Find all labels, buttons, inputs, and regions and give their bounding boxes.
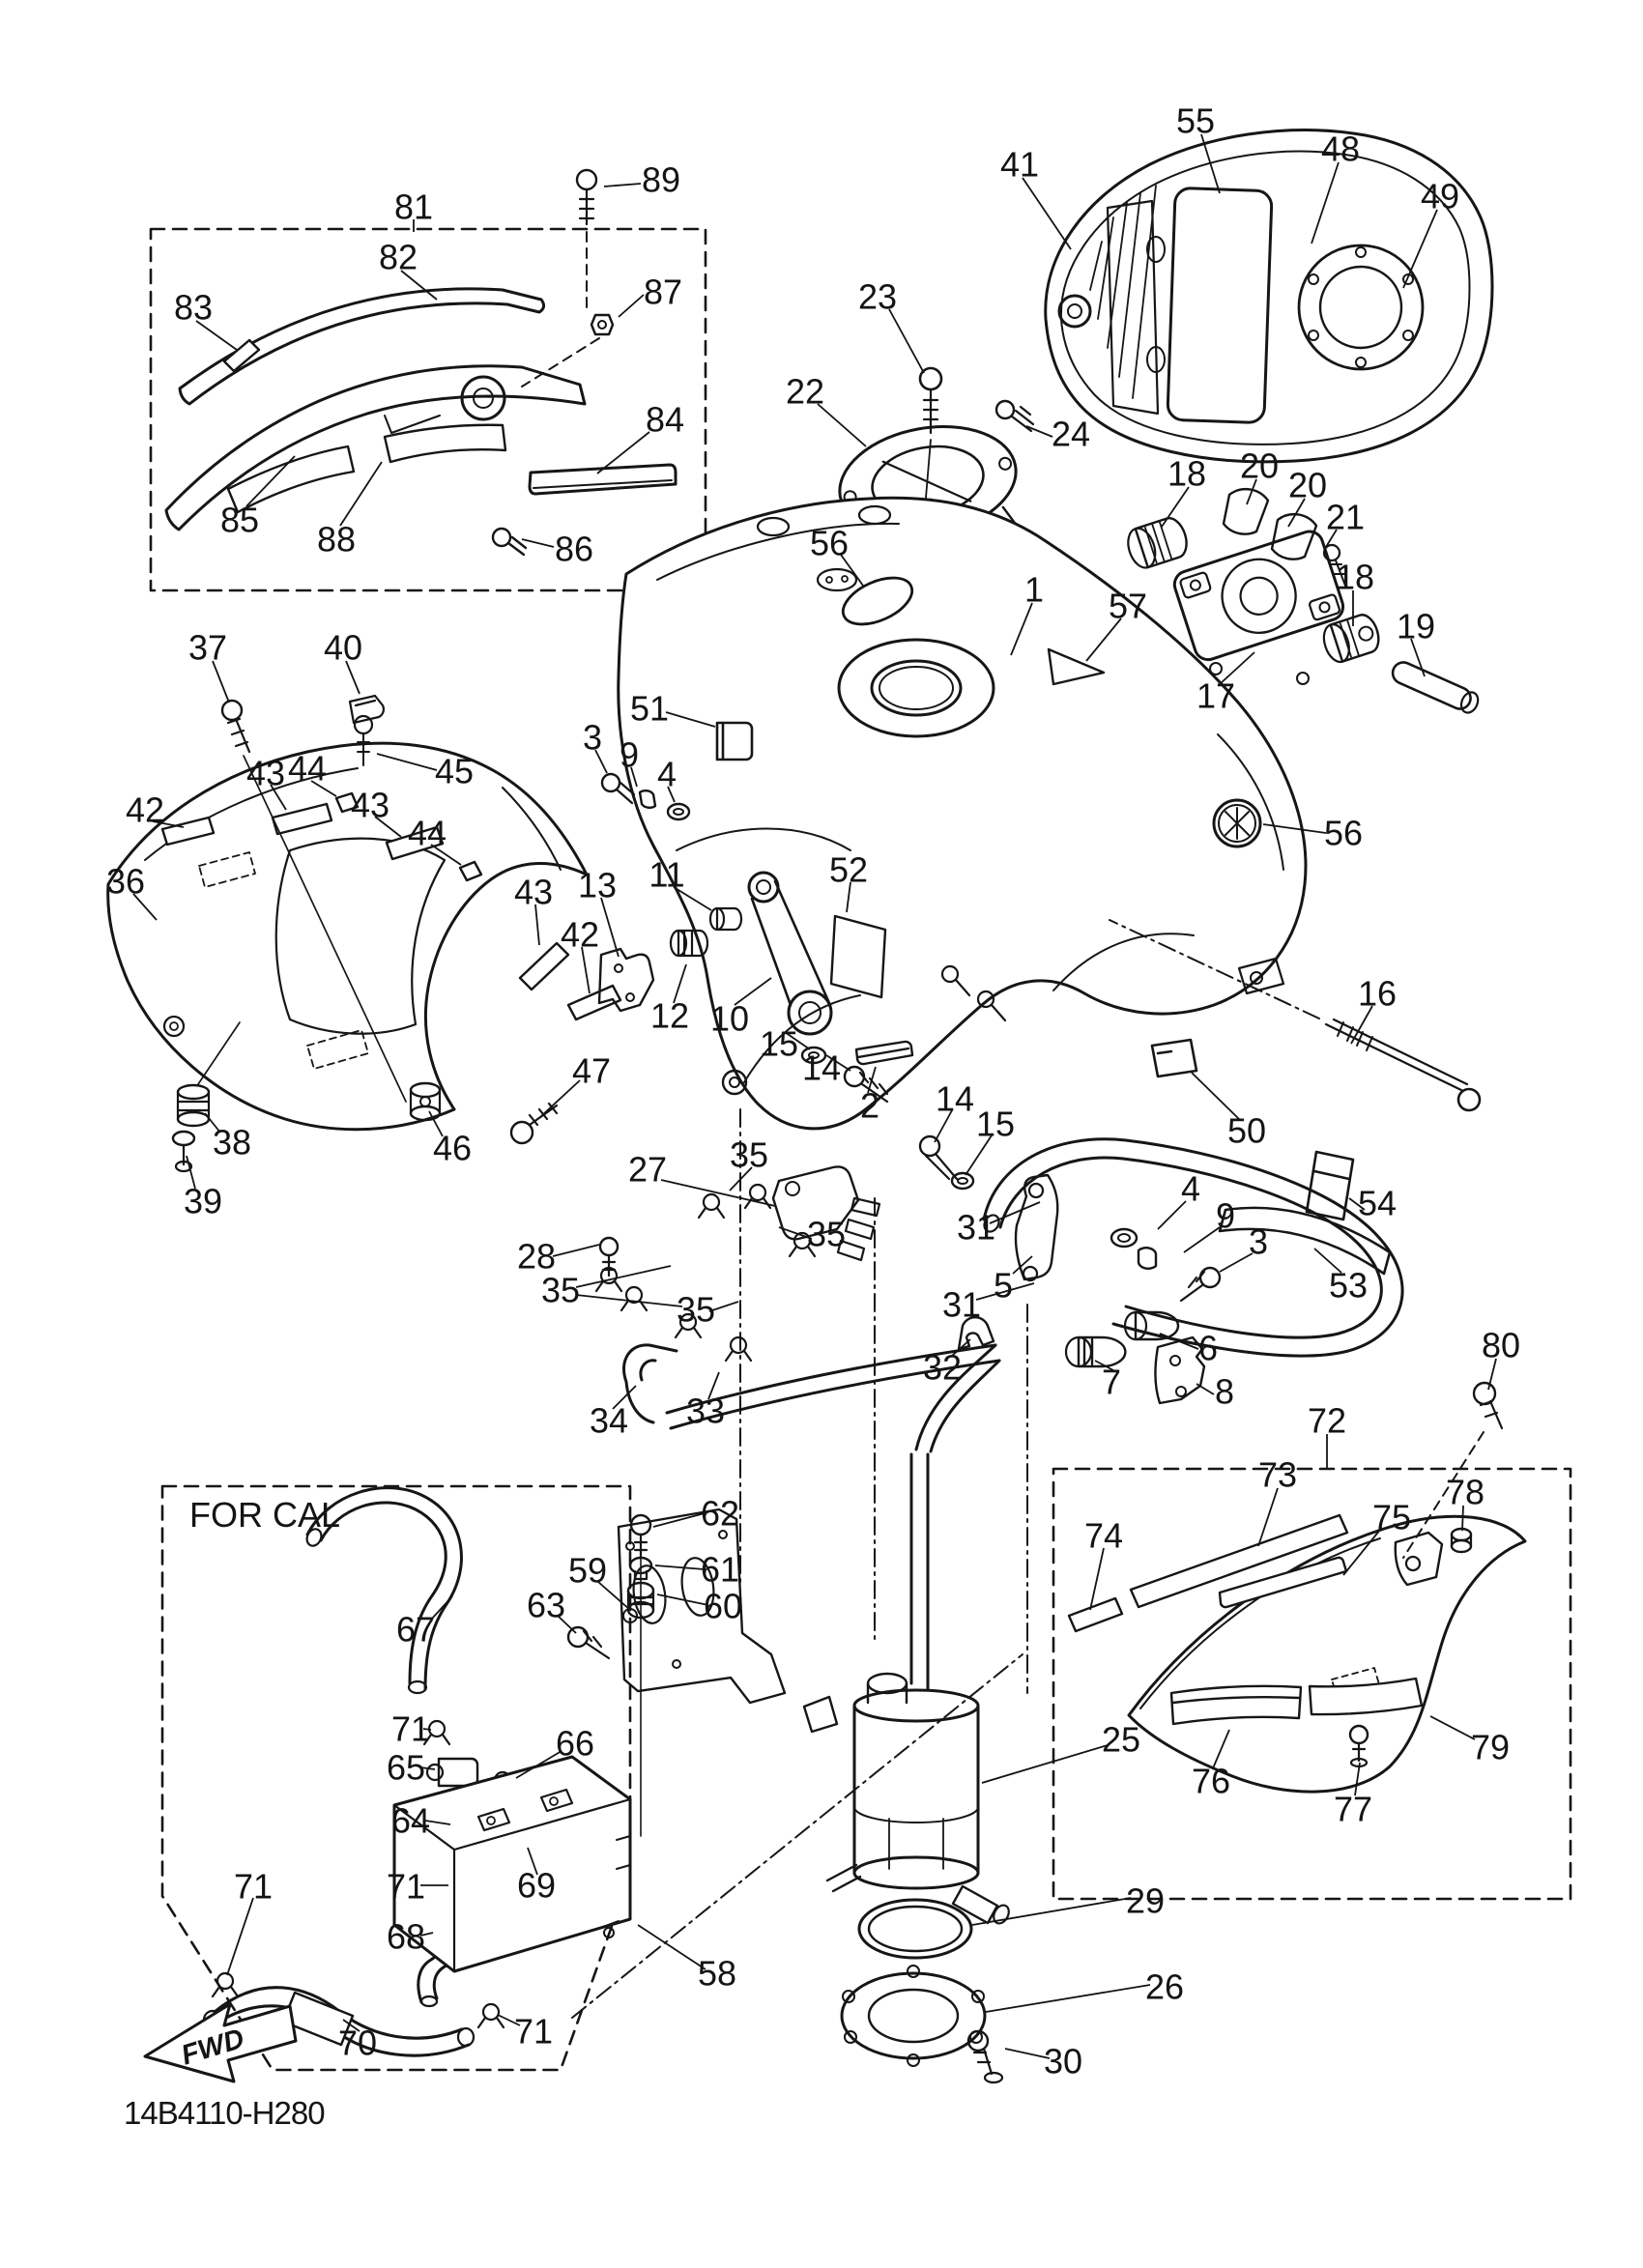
part-label-18: 18	[1167, 453, 1207, 494]
part-label-50: 50	[1226, 1110, 1267, 1151]
part-label-24: 24	[1051, 414, 1091, 454]
part-label-58: 58	[697, 1953, 737, 1994]
part-label-78: 78	[1445, 1472, 1485, 1512]
part-label-20: 20	[1239, 445, 1280, 486]
part-label-43: 43	[513, 872, 554, 912]
part-label-72: 72	[1307, 1400, 1347, 1441]
part-label-8: 8	[1214, 1371, 1235, 1412]
part-label-34: 34	[589, 1400, 629, 1441]
part-label-51: 51	[629, 688, 670, 729]
part-label-29: 29	[1125, 1880, 1166, 1921]
part-label-60: 60	[703, 1586, 743, 1626]
part-label-31: 31	[941, 1284, 982, 1325]
part-label-44: 44	[287, 748, 328, 789]
part-label-46: 46	[432, 1128, 473, 1168]
part-label-35: 35	[806, 1214, 847, 1254]
part-label-81: 81	[393, 187, 434, 227]
part-label-16: 16	[1357, 973, 1398, 1014]
part-label-62: 62	[700, 1493, 740, 1534]
part-label-6: 6	[1197, 1328, 1219, 1368]
part-label-71: 71	[386, 1866, 426, 1907]
leader-line	[576, 1295, 682, 1306]
part-label-30: 30	[1043, 2041, 1083, 2081]
part-label-17: 17	[1196, 675, 1236, 716]
part-label-25: 25	[1101, 1719, 1141, 1760]
part-label-76: 76	[1191, 1761, 1231, 1801]
part-label-42: 42	[125, 789, 165, 830]
leader-line	[1430, 1716, 1475, 1739]
part-label-27: 27	[627, 1149, 668, 1190]
part-label-26: 26	[1144, 1967, 1185, 2007]
leader-line	[990, 1202, 1040, 1223]
part-label-45: 45	[434, 751, 475, 791]
part-label-3: 3	[582, 717, 603, 758]
part-label-18: 18	[1335, 557, 1375, 597]
part-label-82: 82	[378, 237, 418, 277]
part-label-39: 39	[183, 1181, 223, 1221]
part-label-10: 10	[709, 998, 750, 1039]
part-label-36: 36	[105, 861, 146, 902]
part-label-89: 89	[641, 159, 681, 200]
fwd-label: FWD	[177, 2023, 248, 2072]
leader-line	[601, 898, 619, 957]
side-cover-36	[105, 696, 620, 1171]
part-label-9: 9	[619, 734, 640, 775]
leader-line	[655, 1565, 705, 1569]
part-label-1: 1	[1023, 569, 1045, 610]
leader-line	[553, 1245, 599, 1256]
part-label-70: 70	[337, 2023, 378, 2063]
part-label-71: 71	[233, 1866, 274, 1907]
part-label-5: 5	[993, 1265, 1014, 1306]
part-label-43: 43	[350, 785, 390, 825]
part-label-67: 67	[395, 1609, 436, 1650]
part-label-77: 77	[1333, 1789, 1373, 1829]
diagram-code: 14B4110-H280	[124, 2095, 325, 2131]
part-label-71: 71	[513, 2011, 554, 2052]
part-label-38: 38	[212, 1122, 252, 1163]
part-label-12: 12	[649, 995, 690, 1036]
part-label-19: 19	[1396, 606, 1436, 646]
part-label-69: 69	[516, 1865, 557, 1906]
part-label-35: 35	[540, 1270, 581, 1310]
part-label-73: 73	[1257, 1454, 1298, 1495]
part-label-40: 40	[323, 627, 363, 668]
part-label-14: 14	[935, 1078, 975, 1119]
part-label-47: 47	[571, 1050, 612, 1091]
part-label-33: 33	[685, 1391, 726, 1431]
part-label-80: 80	[1481, 1325, 1521, 1365]
part-label-21: 21	[1325, 497, 1366, 537]
part-label-83: 83	[173, 287, 214, 328]
part-label-11: 11	[649, 854, 685, 895]
part-label-31: 31	[956, 1207, 996, 1248]
part-label-53: 53	[1328, 1265, 1369, 1306]
part-label-4: 4	[656, 754, 677, 794]
leader-line	[1220, 1253, 1253, 1272]
plug-50	[1152, 1040, 1196, 1077]
part-label-85: 85	[219, 500, 260, 540]
part-label-71: 71	[390, 1708, 431, 1749]
part-label-32: 32	[922, 1347, 963, 1388]
part-label-23: 23	[857, 276, 898, 317]
part-label-68: 68	[386, 1916, 426, 1957]
leader-line	[227, 1898, 253, 1975]
part-label-65: 65	[386, 1747, 426, 1788]
part-label-55: 55	[1175, 100, 1216, 141]
part-label-52: 52	[828, 849, 869, 890]
part-label-37: 37	[187, 627, 228, 668]
leader-line	[1090, 1548, 1104, 1610]
part-label-86: 86	[554, 529, 594, 569]
part-label-88: 88	[316, 519, 357, 560]
part-label-49: 49	[1420, 176, 1460, 216]
part-label-15: 15	[759, 1023, 799, 1064]
part-label-4: 4	[1180, 1168, 1201, 1209]
part-label-59: 59	[567, 1550, 608, 1591]
leader-line	[604, 184, 641, 187]
part-label-28: 28	[516, 1236, 557, 1277]
part-label-35: 35	[676, 1289, 716, 1330]
leader-line	[986, 1985, 1150, 2012]
part-label-41: 41	[999, 144, 1040, 185]
leader-line	[982, 1745, 1108, 1783]
for-cal-label: FOR CAL	[189, 1495, 341, 1535]
part-label-48: 48	[1320, 129, 1361, 169]
part-label-75: 75	[1371, 1497, 1412, 1537]
part-label-87: 87	[643, 272, 683, 312]
leader-line	[619, 295, 644, 317]
part-label-79: 79	[1470, 1727, 1511, 1767]
part-label-3: 3	[1248, 1221, 1269, 1262]
part-label-66: 66	[555, 1723, 595, 1764]
part-label-9: 9	[1215, 1195, 1236, 1236]
part-label-15: 15	[975, 1104, 1016, 1144]
leader-line	[818, 404, 866, 446]
part-label-20: 20	[1287, 465, 1328, 505]
part-label-56: 56	[809, 523, 850, 563]
part-label-63: 63	[526, 1585, 566, 1625]
part-label-2: 2	[859, 1085, 880, 1126]
part-label-14: 14	[801, 1048, 842, 1088]
rear-bracket-group	[920, 1136, 1220, 1403]
part-label-35: 35	[729, 1134, 769, 1175]
fuel-pump-assembly	[804, 1674, 1012, 2082]
leader-line	[522, 539, 554, 547]
leader-line	[638, 1925, 706, 1969]
leader-line	[1196, 1384, 1214, 1394]
leader-line	[1160, 1334, 1198, 1349]
part-label-61: 61	[700, 1549, 740, 1590]
leader-line	[1184, 1227, 1220, 1252]
part-label-22: 22	[785, 371, 825, 412]
part-label-57: 57	[1108, 586, 1148, 626]
part-label-54: 54	[1357, 1183, 1398, 1223]
part-label-74: 74	[1083, 1515, 1124, 1556]
part-label-43: 43	[245, 753, 286, 793]
leader-line	[889, 309, 924, 373]
part-label-44: 44	[407, 813, 447, 853]
part-label-7: 7	[1101, 1362, 1122, 1402]
leader-line	[576, 1266, 671, 1287]
part-label-84: 84	[645, 399, 685, 440]
part-label-42: 42	[560, 914, 600, 955]
part-label-13: 13	[577, 865, 618, 905]
leader-line	[1023, 178, 1071, 249]
part-label-64: 64	[390, 1800, 431, 1841]
part-label-56: 56	[1323, 813, 1364, 853]
